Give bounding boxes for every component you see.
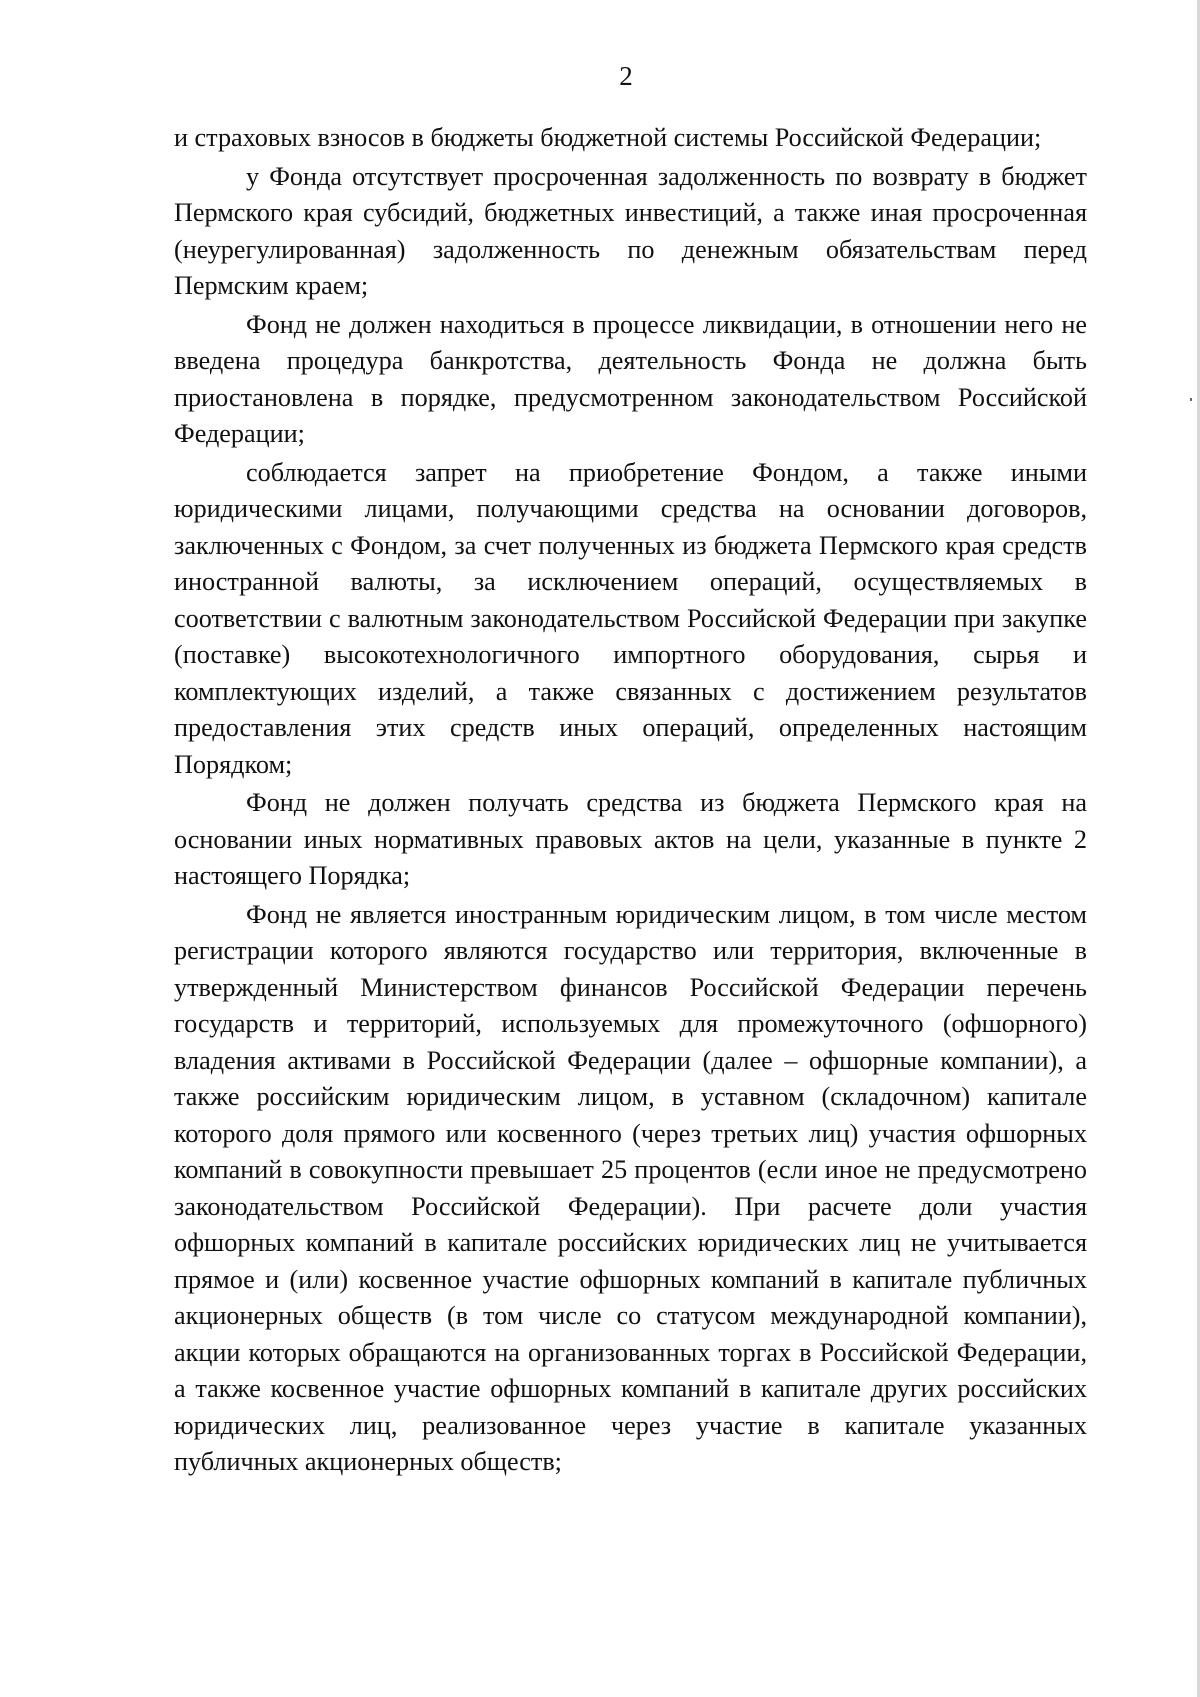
document-body — [174, 120, 1087, 1481]
paragraph-offshore: Фонд не является иностранным юридическим лицом, в том числе местом регистрации которого являются государство или территория, включенные в утвержденный Министерством финансов Российской Федерации перечень государств и территорий, используемых для промежуточного (офшорного) владения активами в Российской Федерации (далее – офшорные компании), а также российским юридическим лицом, в уставном (складочном) капитале которого доля прямого или косвенного (через третьих лиц) участия офшорных компаний в совокупности превышает 25 процентов (если иное не предусмотрено законодательством Российской Федерации). При расчете доли участия офшорных компаний в капитале российских юридических лиц не учитывается прямое и (или) косвенное участие офшорных компаний в капитале публичных акционерных обществ (в том числе со статусом международной компании), акции которых обращаются на организованных торгах в Российской Федерации, а также косвенное участие офшорных компаний в капитале других российских юридических лиц, реализованное через участие в капитале указанных публичных акционерных обществ; — [174, 899, 1087, 1476]
paragraph-continuation: и страховых взносов в бюджеты бюджетной системы Российской Федерации; — [174, 123, 1042, 152]
paragraph-other-funding: Фонд не должен получать средства из бюджета Пермского края на основании иных нормативных правовых актов на цели, указанные в пункте 2 настоящего Порядка; — [174, 788, 1087, 890]
scan-speck — [1190, 398, 1192, 401]
page-number: 2 — [619, 61, 633, 91]
paragraph-liquidation: Фонд не должен находиться в процессе ликвидации, в отношении него не введена процедура банкротства, деятельность Фонда не должна быть приостановлена в порядке, предусмотренном законодательством Российской Федерации; — [174, 309, 1087, 448]
paragraph-debt-absence: у Фонда отсутствует просроченная задолженность по возврату в бюджет Пермского края субсидий, бюджетных инвестиций, а также иная просроченная (неурегулированная) задолженность по денежным обязательствам перед Пермским краем; — [174, 161, 1087, 300]
paragraph-currency-ban: соблюдается запрет на приобретение Фондом, а также иными юридическими лицами, получающими средства на основании договоров, заключенных с Фондом, за счет полученных из бюджета Пермского края средств иностранной валюты, за исключением операций, осуществляемых в соответствии с валютным законодательством Российской Федерации при закупке (поставке) высокотехнологичного импортного оборудования, сырья и комплектующих изделий, а также связанных с достижением результатов предоставления этих средств иных операций, определенных настоящим Порядком; — [174, 457, 1087, 779]
